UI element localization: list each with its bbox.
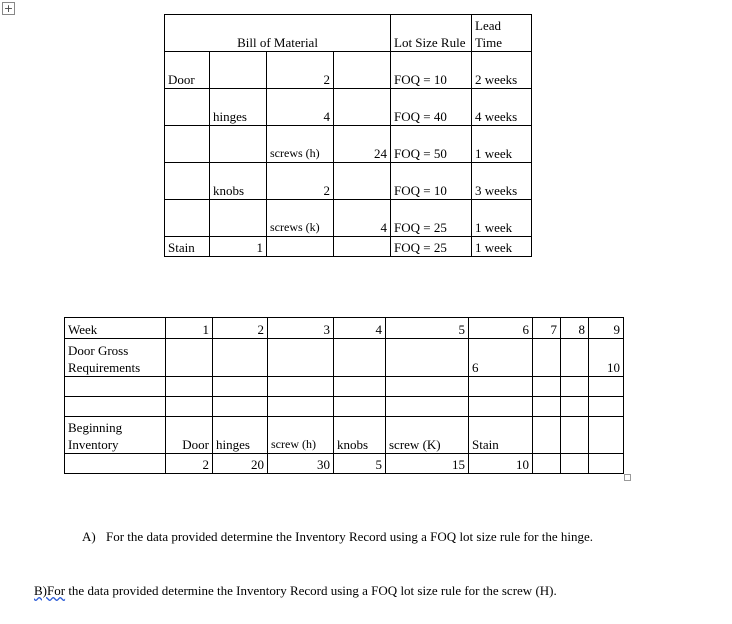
question-a-label: A) — [82, 529, 96, 544]
item-name-cell: hinges — [213, 417, 268, 454]
cell: screws (h) — [267, 126, 334, 163]
question-a — [82, 528, 662, 546]
cell — [334, 89, 391, 126]
table-resize-handle[interactable] — [624, 474, 631, 481]
cell: knobs — [210, 163, 267, 200]
item-name-cell: knobs — [334, 417, 386, 454]
cell: 1 — [210, 237, 267, 257]
lead-time-cell: 3 weeks — [472, 163, 532, 200]
cell — [210, 126, 267, 163]
cell — [213, 397, 268, 417]
lot-size-cell: FOQ = 25 — [391, 200, 472, 237]
cell — [210, 200, 267, 237]
lot-size-cell: FOQ = 40 — [391, 89, 472, 126]
quantity-cell: 15 — [386, 454, 469, 474]
table-move-handle-icon[interactable]: + — [3, 2, 14, 15]
lot-size-header: Lot Size Rule — [391, 15, 472, 52]
gross-requirement-cell: 10 — [589, 339, 624, 377]
lead-time-cell: 1 week — [472, 237, 532, 257]
cell — [386, 397, 469, 417]
cell — [210, 52, 267, 89]
week-number-cell: 8 — [561, 318, 589, 339]
cell — [533, 377, 561, 397]
table-row — [165, 52, 532, 89]
quantity-cell: 5 — [334, 454, 386, 474]
lot-size-cell: FOQ = 10 — [391, 163, 472, 200]
quantity-cell: 30 — [268, 454, 334, 474]
item-name-cell — [533, 417, 561, 454]
cell — [166, 377, 213, 397]
gross-label: Door Gross Requirements — [65, 339, 166, 377]
cell — [165, 89, 210, 126]
cell — [589, 397, 624, 417]
gross-requirement-cell — [166, 339, 213, 377]
cell: 2 — [267, 163, 334, 200]
cell — [166, 397, 213, 417]
quantity-cell: 20 — [213, 454, 268, 474]
table-row — [165, 126, 532, 163]
cell — [386, 377, 469, 397]
table-row — [165, 200, 532, 237]
quantity-cell: 10 — [469, 454, 533, 474]
cell: 4 — [334, 200, 391, 237]
gross-requirement-cell: 6 — [469, 339, 533, 377]
gross-requirement-cell — [561, 339, 589, 377]
week-label: Week — [65, 318, 166, 339]
week-number-cell: 3 — [268, 318, 334, 339]
cell — [165, 163, 210, 200]
cell — [334, 377, 386, 397]
item-name-cell: Door — [166, 417, 213, 454]
lot-size-cell: FOQ = 25 — [391, 237, 472, 257]
cell: 2 — [267, 52, 334, 89]
item-name-cell — [561, 417, 589, 454]
quantity-cell — [533, 454, 561, 474]
cell — [213, 377, 268, 397]
question-b-label: B)For — [34, 583, 66, 598]
cell — [469, 397, 533, 417]
bill-of-material-table — [164, 14, 532, 257]
cell — [165, 126, 210, 163]
table-row — [165, 237, 532, 257]
item-name-cell: screw (h) — [268, 417, 334, 454]
gross-requirement-cell — [268, 339, 334, 377]
week-number-cell: 4 — [334, 318, 386, 339]
cell: 4 — [267, 89, 334, 126]
item-name-cell: Stain — [469, 417, 533, 454]
gross-requirement-cell — [334, 339, 386, 377]
cell — [268, 377, 334, 397]
cell: Stain — [165, 237, 210, 257]
item-name-cell: screw (K) — [386, 417, 469, 454]
lead-time-cell: 1 week — [472, 126, 532, 163]
cell — [561, 397, 589, 417]
beginning-inventory-row — [65, 417, 624, 454]
cell — [267, 237, 334, 257]
week-number-cell: 6 — [469, 318, 533, 339]
cell — [334, 397, 386, 417]
cell — [268, 397, 334, 417]
question-b — [34, 582, 638, 600]
bom-title: Bill of Material — [165, 15, 391, 52]
quantity-cell — [561, 454, 589, 474]
week-number-cell: 1 — [166, 318, 213, 339]
cell: screws (k) — [267, 200, 334, 237]
cell: Door — [165, 52, 210, 89]
cell — [334, 52, 391, 89]
table-row — [165, 89, 532, 126]
table-row — [165, 163, 532, 200]
gross-requirement-cell — [386, 339, 469, 377]
week-number-cell: 7 — [533, 318, 561, 339]
cell — [589, 377, 624, 397]
quantity-cell — [589, 454, 624, 474]
item-name-cell — [589, 417, 624, 454]
cell — [469, 377, 533, 397]
cell — [165, 200, 210, 237]
empty-row — [65, 397, 624, 417]
gross-row — [65, 339, 624, 377]
week-number-cell: 2 — [213, 318, 268, 339]
gross-requirement-cell — [213, 339, 268, 377]
lot-size-cell: FOQ = 10 — [391, 52, 472, 89]
beginning-inventory-label: Beginning Inventory — [65, 417, 166, 454]
question-b-text: the data provided determine the Inventory Record using a FOQ lot size rule for the screw (H). — [65, 583, 557, 598]
empty-row — [65, 377, 624, 397]
lead-time-cell: 1 week — [472, 200, 532, 237]
week-number-cell: 9 — [589, 318, 624, 339]
question-a-text: For the data provided determine the Inventory Record using a FOQ lot size rule for the hinge. — [106, 529, 594, 544]
cell — [561, 377, 589, 397]
cell — [65, 454, 166, 474]
week-number-cell: 5 — [386, 318, 469, 339]
quantity-cell: 2 — [166, 454, 213, 474]
week-row — [65, 318, 624, 339]
cell — [533, 397, 561, 417]
lead-time-cell: 4 weeks — [472, 89, 532, 126]
cell — [334, 237, 391, 257]
lot-size-cell: FOQ = 50 — [391, 126, 472, 163]
cell: 24 — [334, 126, 391, 163]
cell: hinges — [210, 89, 267, 126]
gross-requirement-cell — [533, 339, 561, 377]
cell — [334, 163, 391, 200]
lead-time-header: Lead Time — [472, 15, 532, 52]
lead-time-cell: 2 weeks — [472, 52, 532, 89]
cell — [65, 377, 166, 397]
cell — [65, 397, 166, 417]
quantity-row — [65, 454, 624, 474]
inventory-table — [64, 317, 624, 474]
